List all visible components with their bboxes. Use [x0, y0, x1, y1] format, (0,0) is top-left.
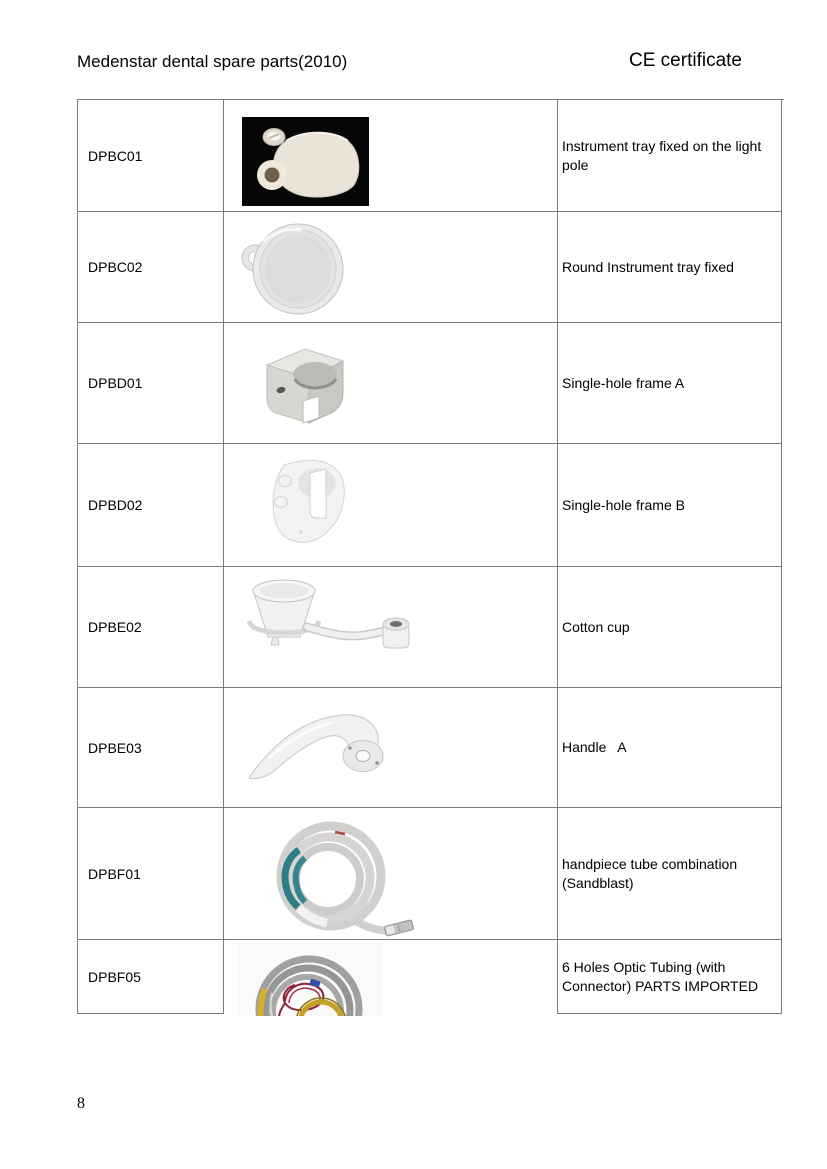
document-title: Medenstar dental spare parts(2010) — [77, 52, 348, 71]
handle-a-photo — [239, 700, 419, 788]
table-row — [78, 212, 784, 323]
part-description: Single-hole frame A — [562, 374, 685, 391]
part-description: Instrument tray fixed on the light pole — [562, 137, 766, 173]
part-description-cell — [558, 567, 782, 688]
part-code-cell: DPBC01 — [78, 100, 224, 212]
part-description-cell — [558, 323, 782, 444]
part-code-cell: DPBF01 — [78, 808, 224, 940]
part-description-cell — [558, 212, 782, 323]
single-hole-frame-b-photo — [254, 453, 354, 550]
part-photo-cell — [224, 688, 558, 808]
part-code-cell: DPBD02 — [78, 444, 224, 567]
part-photo-cell — [224, 100, 558, 212]
page-number: 8 — [77, 1095, 85, 1112]
part-photo-cell — [224, 808, 558, 940]
part-code-cell: DPBD01 — [78, 323, 224, 444]
part-description-cell — [558, 808, 782, 940]
round-instrument-tray-photo — [238, 222, 348, 316]
table-row — [78, 688, 784, 808]
part-photo-cell — [224, 444, 558, 567]
part-code-cell: DPBC02 — [78, 212, 224, 323]
table-row — [78, 444, 784, 567]
part-code-cell: DPBE03 — [78, 688, 224, 808]
optic-tubing-photo — [237, 943, 383, 1016]
single-hole-frame-a-photo — [247, 339, 361, 432]
part-description: Handle A — [562, 739, 627, 755]
table-row — [78, 323, 784, 444]
part-description: Single-hole frame B — [562, 496, 685, 513]
part-photo-cell — [224, 940, 558, 1014]
part-description-cell — [558, 444, 782, 567]
part-description-cell — [558, 688, 782, 808]
table-row — [78, 100, 784, 212]
spare-parts-table — [77, 99, 784, 1014]
part-description-cell — [558, 100, 782, 212]
part-code-cell: DPBF05 — [78, 940, 224, 1014]
part-photo-cell — [224, 323, 558, 444]
part-description: Cotton cup — [562, 618, 630, 635]
table-row — [78, 940, 784, 1014]
part-description-cell — [558, 940, 782, 1014]
part-description: Round Instrument tray fixed — [562, 258, 734, 275]
part-code-cell: DPBE02 — [78, 567, 224, 688]
table-row — [78, 808, 784, 940]
table-row — [78, 567, 784, 688]
ce-certificate-label: CE certificate — [629, 50, 742, 71]
part-description: 6 Holes Optic Tubing (with Connector) PARTS IMPORTED — [562, 958, 759, 994]
handpiece-tube-photo — [239, 818, 419, 938]
part-photo-cell — [224, 212, 558, 323]
instrument-tray-photo — [242, 117, 369, 206]
part-photo-cell — [224, 567, 558, 688]
part-description: handpiece tube combination (Sandblast) — [562, 855, 742, 891]
cotton-cup-photo — [237, 575, 419, 663]
